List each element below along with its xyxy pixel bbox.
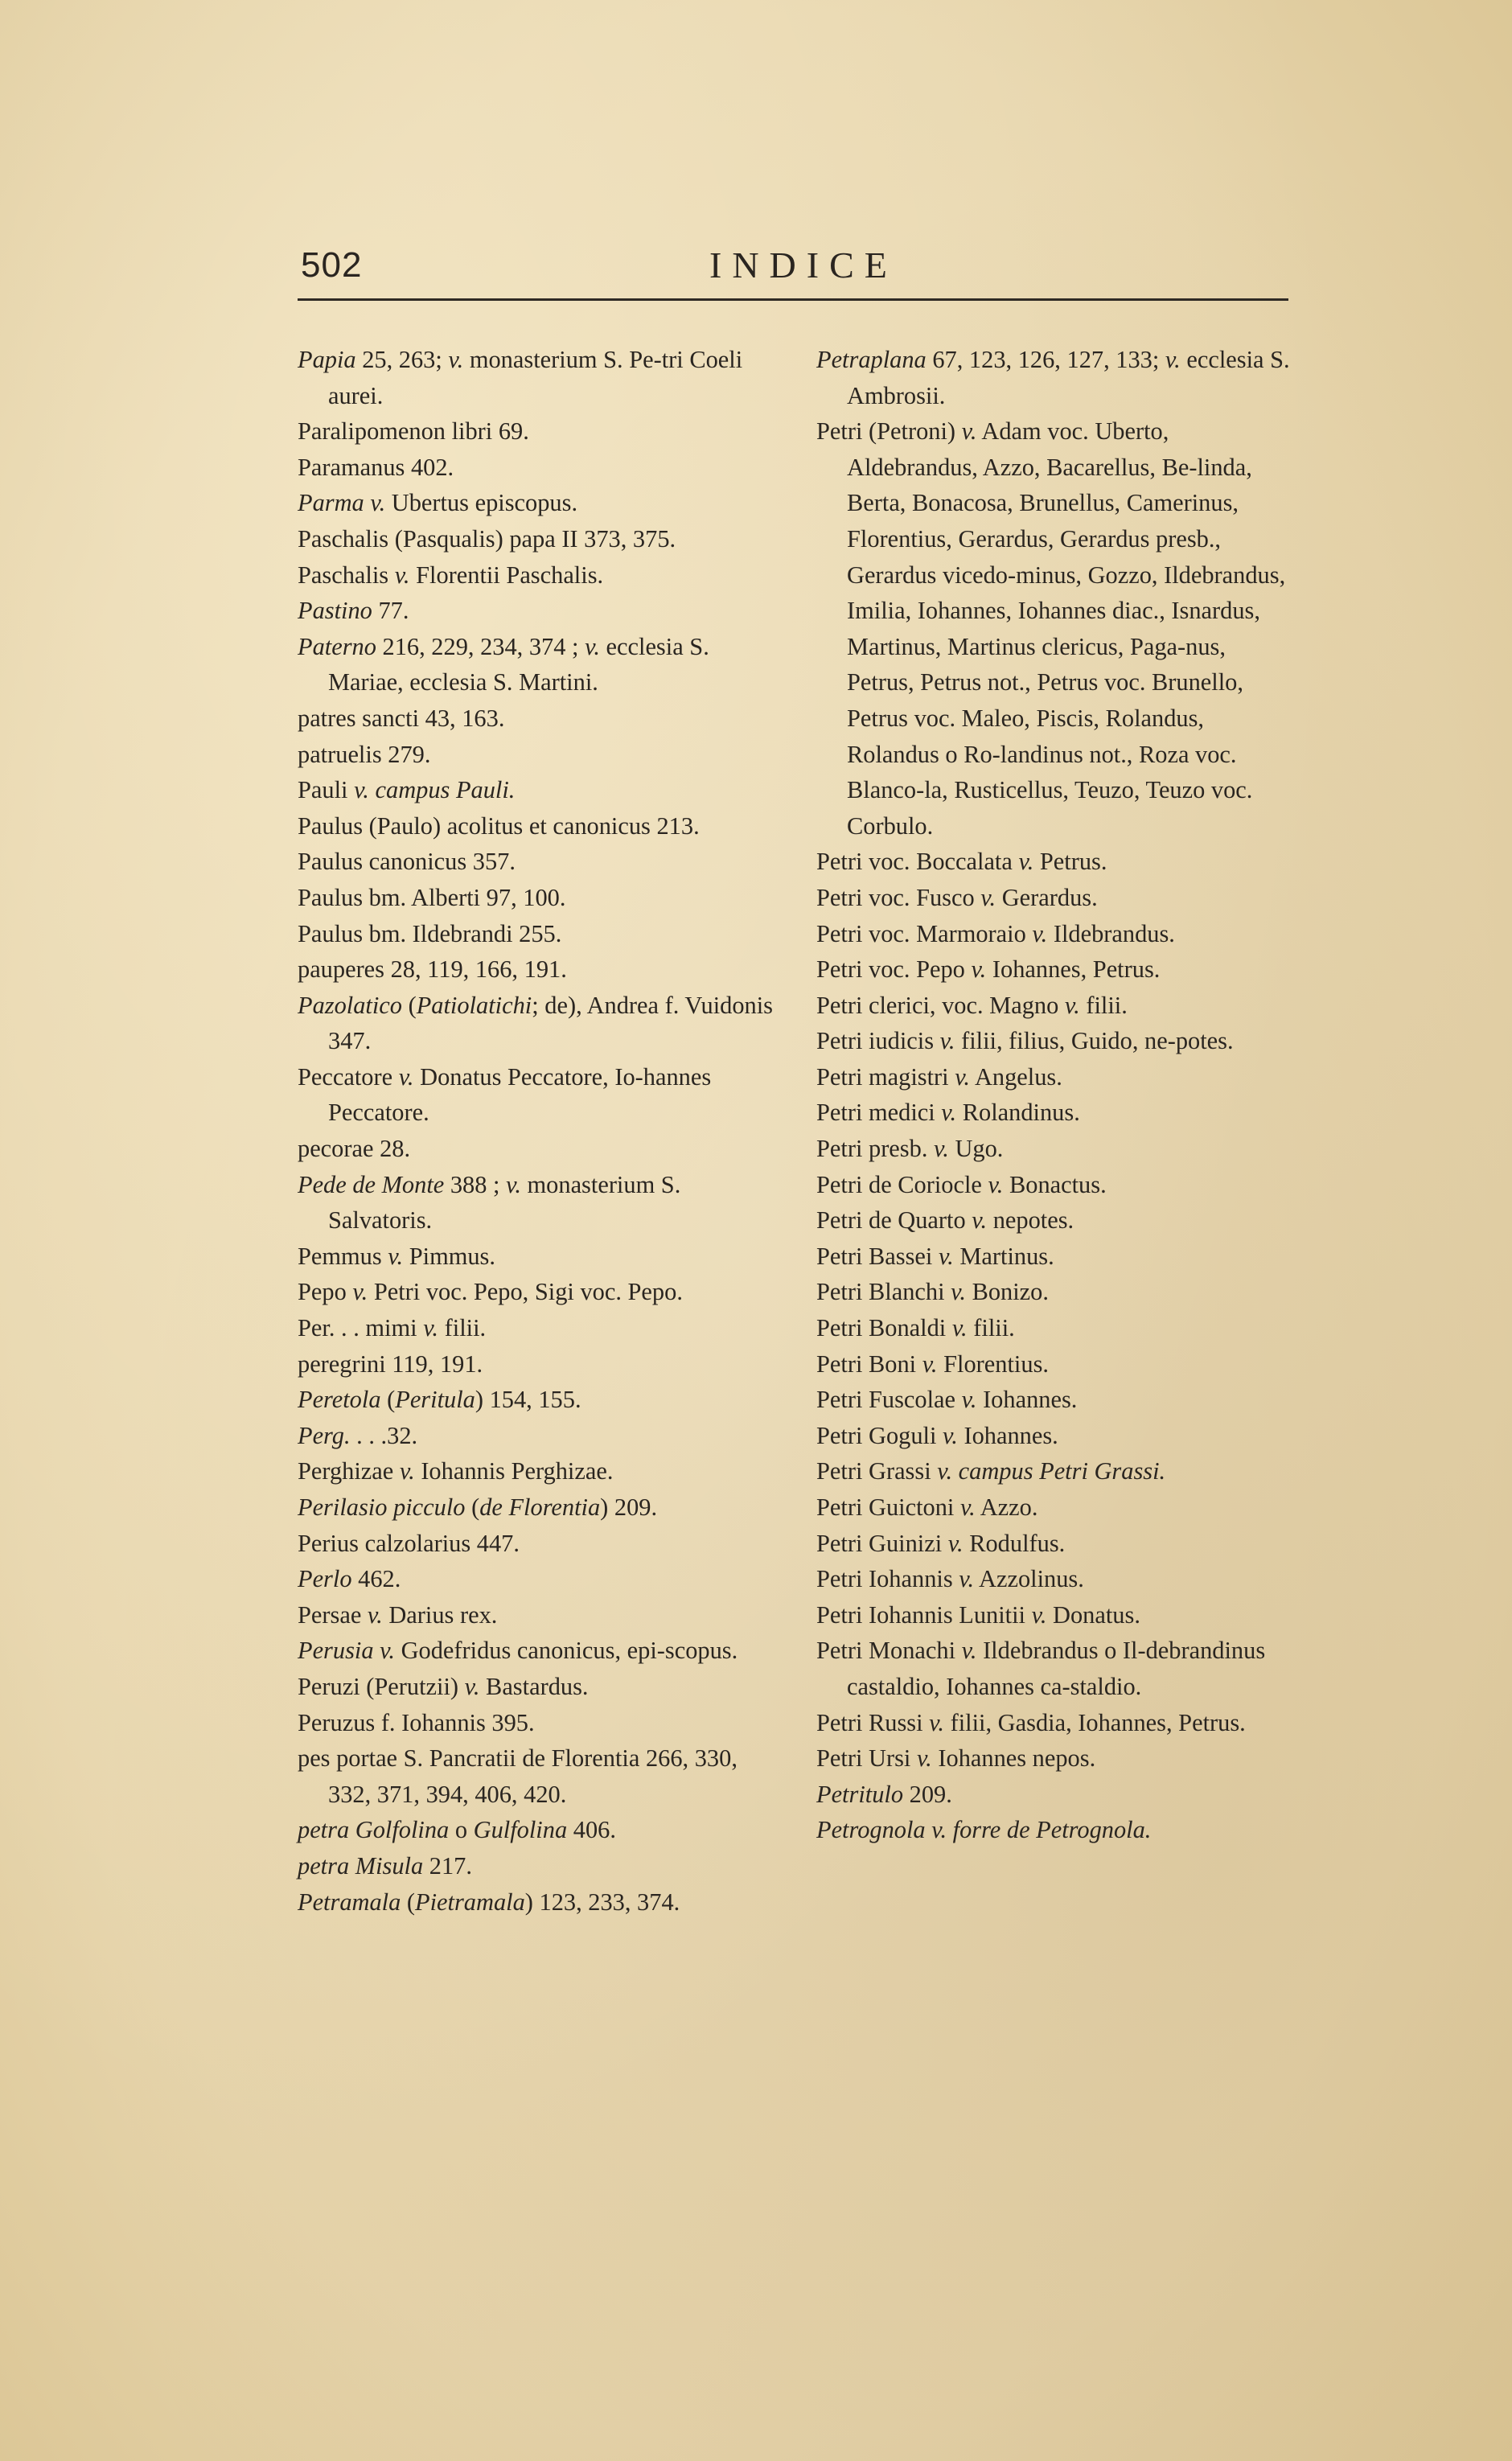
index-entry [298, 701, 780, 737]
entry-text: 67, 123, 126, 127, 133; [926, 346, 1165, 373]
index-entry [816, 1597, 1299, 1633]
entry-text: Perg. [298, 1421, 351, 1449]
entry-text: v. [961, 417, 977, 446]
entry-text: petra Misula [298, 1851, 424, 1880]
entry-text: Petri Boni [816, 1350, 922, 1378]
entry-text: Petri voc. Fusco [816, 883, 981, 911]
index-entry [816, 1239, 1299, 1275]
entry-text: Ugo. [948, 1135, 1004, 1163]
entry-text: 25, 263; [355, 346, 449, 373]
entry-text: filii. [1079, 991, 1128, 1019]
index-entry [816, 1382, 1299, 1418]
entry-text: v. [506, 1170, 521, 1198]
index-entry [298, 1346, 780, 1383]
entry-text: Petri Iohannis Lunitii [816, 1600, 1032, 1629]
entry-text: ecclesia S. Ambrosii. [847, 346, 1290, 409]
entry-text: Petri voc. Boccalata [816, 848, 1019, 876]
index-entry [298, 880, 780, 916]
entry-text: Petri voc. Pepo [816, 955, 972, 984]
entry-text: Peccatore [298, 1062, 399, 1091]
header-rule [298, 298, 1288, 301]
entry-text: ) 154, 155. [475, 1386, 581, 1414]
entry-text: Petri Bonaldi [816, 1314, 952, 1342]
index-entry [816, 1489, 1299, 1526]
entry-text: v. [972, 1206, 988, 1235]
entry-text: Petri Grassi [816, 1457, 938, 1485]
index-entry [816, 844, 1299, 880]
entry-text: Petri clerici, voc. Magno [816, 991, 1065, 1019]
index-entry [298, 450, 780, 486]
entry-text: Adam voc. Uberto, Aldebrandus, Azzo, Bacarellus, Be-linda, Berta, Bonacosa, Brunellus, Camerinus, Florentius, Gerardus, Gerardus presb., Gerardus vicedo-minus, Gozzo, Ildebrandus, Imilia, Iohannes, Iohannes diac., Isnardus, Martinus, Martinus clericus, Paga-nus, Petrus, Petrus not., Petrus voc. Brunello, Petrus voc. Maleo, Piscis, Rolandus, Rolandus o Ro-landinus not., Roza voc. Blanco-la, Rusticellus, Teuzo, Teuzo voc. Corbulo. [847, 417, 1286, 840]
entry-text: v. [955, 1062, 971, 1091]
entry-text: v. [1064, 991, 1080, 1019]
index-entry [298, 485, 780, 521]
entry-text: Gerardus. [996, 883, 1098, 911]
entry-text: pauperes 28, 119, 166, 191. [298, 955, 567, 984]
entry-text: ) 123, 233, 374. [524, 1888, 680, 1916]
entry-text: filii, filius, Guido, ne-potes. [955, 1027, 1234, 1055]
index-entry [816, 1812, 1299, 1848]
index-entry [816, 1023, 1299, 1059]
entry-text: Petri Guictoni [816, 1493, 960, 1521]
index-entry [298, 557, 780, 594]
entry-text: v. [961, 1386, 977, 1414]
left-index-column [298, 342, 780, 1920]
entry-text: 406. [567, 1816, 616, 1844]
index-entry [298, 593, 780, 629]
entry-text: Petri Iohannis [816, 1565, 959, 1593]
entry-text: Iohannes, Petrus. [986, 955, 1161, 984]
entry-text: v. [934, 1135, 949, 1163]
index-entry [816, 1310, 1299, 1346]
entry-text: Paulus bm. Alberti 97, 100. [298, 883, 566, 911]
index-entry [816, 916, 1299, 952]
entry-text: Petritulo [816, 1780, 904, 1808]
entry-text: v. [399, 1457, 415, 1485]
running-header [298, 241, 1288, 298]
entry-text: de Florentia [479, 1493, 601, 1521]
entry-text: ecclesia S. Mariae, ecclesia S. Martini. [328, 632, 709, 696]
entry-text: v. [464, 1672, 480, 1700]
entry-text: 462. [351, 1565, 401, 1593]
entry-text: Rodulfus. [963, 1529, 1066, 1557]
index-entry [298, 1633, 780, 1669]
entry-text: Perusia [298, 1637, 374, 1665]
entry-text: Paschalis (Pasqualis) papa II 373, 375. [298, 524, 676, 553]
entry-text: Iohannes. [957, 1421, 1058, 1449]
entry-text: Petri Fuscolae [816, 1386, 962, 1414]
entry-text: Petri medici [816, 1099, 942, 1127]
entry-text: monasterium S. Salvatoris. [328, 1170, 681, 1235]
entry-text: Perlo [298, 1565, 352, 1593]
entry-text: Petri voc. Marmoraio [816, 919, 1033, 947]
entry-text: Bonactus. [1003, 1170, 1107, 1198]
index-entry [816, 1633, 1299, 1704]
index-entry [816, 342, 1299, 413]
entry-text: . . .32. [350, 1421, 418, 1449]
entry-text: Azzo. [975, 1493, 1038, 1521]
entry-text: v. [939, 1027, 955, 1055]
index-entry [816, 1346, 1299, 1383]
index-entry [298, 1274, 780, 1310]
index-entry [816, 1777, 1299, 1813]
index-entry [298, 413, 780, 450]
entry-text: Paulus bm. Ildebrandi 255. [298, 919, 562, 947]
entry-text: v. [388, 1242, 404, 1270]
index-entry [816, 951, 1299, 988]
entry-text: v. [367, 1600, 383, 1629]
index-entry [298, 951, 780, 988]
entry-text: peregrini 119, 191. [298, 1350, 483, 1378]
index-entry [298, 1884, 780, 1921]
entry-text: Rolandinus. [956, 1099, 1080, 1127]
entry-text: Ubertus episcopus. [385, 489, 578, 517]
entry-text: Per. . . mimi [298, 1314, 424, 1342]
entry-text: monasterium S. Pe-tri Coeli aurei. [328, 346, 743, 409]
entry-text: Persae [298, 1600, 368, 1629]
entry-text: Paulus (Paulo) acolitus et canonicus 213. [298, 811, 700, 840]
entry-text: v. [943, 1421, 958, 1449]
page-number: 502 [301, 245, 363, 285]
entry-text: Ildebrandus o Il-debrandinus castaldio, Iohannes ca-staldio. [847, 1637, 1266, 1700]
entry-text: filii. [438, 1314, 487, 1342]
index-entry [298, 1310, 780, 1346]
entry-text: Perius calzolarius 447. [298, 1529, 520, 1557]
entry-text: Ildebrandus. [1047, 919, 1175, 947]
entry-text: Petri de Coriocle [816, 1170, 988, 1198]
entry-text: Petri Bassei [816, 1242, 939, 1270]
index-entry [298, 1239, 780, 1275]
entry-text: Bastardus. [479, 1672, 589, 1700]
index-entry [298, 521, 780, 557]
entry-text: Peretola [298, 1386, 381, 1414]
entry-text: pes portae S. Pancratii de Florentia 266, 330, 332, 371, 394, 406, 420. [298, 1744, 738, 1808]
index-entry [298, 916, 780, 952]
entry-text: o [449, 1816, 474, 1844]
index-entry [816, 1274, 1299, 1310]
index-entry [816, 1418, 1299, 1454]
entry-text: v. [380, 1637, 395, 1665]
entry-text: Petri presb. [816, 1135, 935, 1163]
entry-text: v. [1031, 1600, 1047, 1629]
entry-text: Petrognola v. forre de Petrognola. [816, 1816, 1152, 1844]
entry-text: v. [585, 632, 600, 660]
entry-text: Petri (Petroni) [816, 417, 962, 446]
entry-text: ) 209. [600, 1493, 658, 1521]
entry-text: 388 ; [444, 1170, 507, 1198]
entry-text: ( [402, 991, 417, 1019]
entry-text: v. [971, 955, 987, 984]
index-entry [816, 1095, 1299, 1131]
running-title: INDICE [709, 244, 898, 286]
entry-text: v. [1165, 346, 1181, 373]
index-entry [298, 1812, 780, 1848]
entry-text: ; de), Andrea f. Vuidonis 347. [328, 991, 773, 1055]
entry-text: v. [988, 1170, 1004, 1198]
entry-text: Petri magistri [816, 1062, 955, 1091]
entry-text: Paterno [298, 632, 376, 660]
entry-text: 216, 229, 234, 374 ; [376, 632, 585, 660]
entry-text: ( [401, 1888, 416, 1916]
entry-text: nepotes. [987, 1206, 1074, 1235]
entry-text: Pauli [298, 776, 355, 804]
entry-text: Petri Russi [816, 1708, 930, 1736]
entry-text: Pietramala [415, 1888, 525, 1916]
entry-text: Pimmus. [403, 1242, 495, 1270]
right-index-column [816, 342, 1299, 1848]
entry-text: Peritula [395, 1386, 475, 1414]
index-entry [816, 1705, 1299, 1741]
entry-text: Darius rex. [382, 1600, 498, 1629]
index-entry [816, 880, 1299, 916]
entry-text: v. [352, 1278, 368, 1306]
entry-text: Donatus Peccatore, Io-hannes Peccatore. [328, 1062, 712, 1127]
entry-text: v. campus Petri Grassi. [937, 1457, 1166, 1485]
entry-text: Bonizo. [965, 1278, 1049, 1306]
entry-text: v. [938, 1242, 954, 1270]
entry-text: v. campus Pauli. [354, 776, 516, 804]
entry-text: Peruzus f. Iohannis 395. [298, 1708, 535, 1736]
index-entry [816, 1740, 1299, 1777]
entry-text: v. [1018, 848, 1034, 876]
entry-text: pecorae 28. [298, 1135, 411, 1163]
entry-text: patres sancti 43, 163. [298, 704, 505, 732]
entry-text: Patiolatichi [416, 991, 532, 1019]
entry-text: Petramala [298, 1888, 401, 1916]
entry-text: Petri Goguli [816, 1421, 943, 1449]
entry-text: ( [380, 1386, 396, 1414]
entry-text: Peruzi (Perutzii) [298, 1672, 465, 1700]
entry-text: Martinus. [953, 1242, 1054, 1270]
entry-text: Florentius. [937, 1350, 1049, 1378]
entry-text: Paulus canonicus 357. [298, 848, 516, 876]
entry-text: v. [961, 1637, 977, 1665]
index-entry [816, 1167, 1299, 1203]
entry-text: Iohannes. [976, 1386, 1078, 1414]
index-entry [298, 629, 780, 701]
entry-text: Paramanus 402. [298, 453, 454, 481]
index-entry [298, 844, 780, 880]
entry-text: Papia [298, 346, 356, 373]
index-entry [816, 1526, 1299, 1562]
index-entry [298, 1848, 780, 1884]
entry-text: v. [916, 1744, 932, 1773]
entry-text: petra Golfolina [298, 1816, 450, 1844]
entry-text: ( [465, 1493, 480, 1521]
entry-text: Paralipomenon libri 69. [298, 417, 529, 446]
entry-text: v. [941, 1099, 957, 1127]
index-entry [298, 1526, 780, 1562]
entry-text: Iohannis Perghizae. [414, 1457, 614, 1485]
index-entry [298, 1131, 780, 1167]
entry-text: Petri de Quarto [816, 1206, 972, 1235]
entry-text: v. [398, 1062, 414, 1091]
index-entry [298, 1597, 780, 1633]
entry-text: Petri Ursi [816, 1744, 917, 1773]
entry-text: Donatus. [1046, 1600, 1140, 1629]
entry-text: Petri Blanchi [816, 1278, 951, 1306]
entry-text: patruelis 279. [298, 740, 431, 768]
index-entry [298, 1382, 780, 1418]
index-entry [298, 1167, 780, 1239]
index-entry [298, 1059, 780, 1131]
entry-text: Perilasio picculo [298, 1493, 466, 1521]
entry-text: Paschalis [298, 561, 395, 589]
entry-text: Petri Monachi [816, 1637, 962, 1665]
entry-text [374, 1637, 380, 1664]
entry-text: v. [448, 346, 464, 373]
index-entry [298, 808, 780, 844]
entry-text: v. [922, 1350, 938, 1378]
index-entry [816, 1131, 1299, 1167]
entry-text: v. [370, 489, 386, 517]
entry-text: 209. [903, 1780, 952, 1808]
index-entry [298, 772, 780, 808]
entry-text: Godefridus canonicus, epi-scopus. [395, 1637, 738, 1665]
index-entry [298, 1453, 780, 1489]
entry-text: filii, Gasdia, Iohannes, Petrus. [944, 1708, 1246, 1736]
entry-text: Petraplana [816, 346, 927, 373]
index-entry [298, 988, 780, 1059]
entry-text: filii. [967, 1314, 1015, 1342]
entry-text: v. [1032, 919, 1048, 947]
entry-text: Petri iudicis [816, 1027, 940, 1055]
entry-text: Gulfolina [473, 1816, 568, 1844]
entry-text: Pemmus [298, 1242, 388, 1270]
index-entry [816, 1059, 1299, 1095]
entry-text: v. [394, 561, 410, 589]
entry-text: Petri voc. Pepo, Sigi voc. Pepo. [368, 1278, 683, 1306]
entry-text: 77. [372, 597, 409, 625]
index-entry [298, 1740, 780, 1812]
entry-text: Pede de Monte [298, 1170, 445, 1198]
entry-text: Pastino [298, 597, 372, 625]
index-entry [298, 1669, 780, 1705]
entry-text: Petri Guinizi [816, 1529, 948, 1557]
entry-text: v. [929, 1708, 944, 1736]
entry-text: Pepo [298, 1278, 353, 1306]
entry-text: v. [980, 883, 996, 911]
index-entry [816, 1561, 1299, 1597]
index-entry [816, 988, 1299, 1024]
index-entry [298, 1561, 780, 1597]
index-entry [298, 1418, 780, 1454]
entry-text: v. [951, 1278, 966, 1306]
index-entry [298, 342, 780, 413]
entry-text: Parma [298, 489, 364, 517]
entry-text: v. [959, 1493, 976, 1521]
entry-text: 217. [423, 1851, 472, 1880]
entry-text: v. [423, 1314, 439, 1342]
index-entry [816, 1453, 1299, 1489]
entry-text: Angelus. [970, 1062, 1062, 1091]
index-entry [298, 1705, 780, 1741]
entry-text: Azzolinus. [974, 1565, 1084, 1593]
entry-text: Pazolatico [298, 991, 402, 1019]
entry-text: Florentii Paschalis. [409, 561, 604, 589]
entry-text: Iohannes nepos. [931, 1744, 1096, 1773]
index-entry [298, 1489, 780, 1526]
entry-text: Petrus. [1033, 848, 1107, 876]
index-entry [816, 413, 1299, 844]
entry-text: v. [959, 1565, 975, 1593]
entry-text: v. [947, 1529, 963, 1557]
entry-text: v. [951, 1314, 968, 1342]
index-entry [816, 1202, 1299, 1239]
entry-text: Perghizae [298, 1457, 400, 1485]
index-entry [298, 737, 780, 773]
